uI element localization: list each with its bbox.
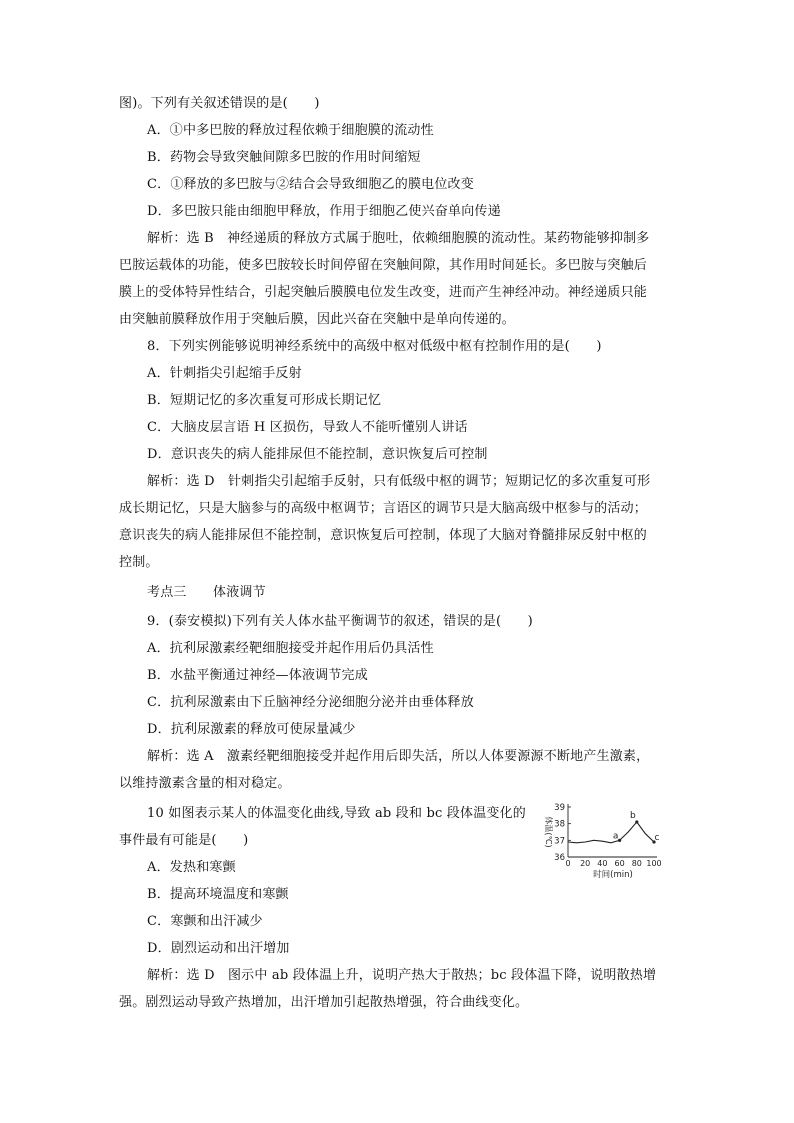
option-c: C．抗利尿激素由下丘脑神经分泌细胞分泌并由垂体释放	[147, 695, 474, 710]
y-axis-label: 体温(℃)	[544, 816, 553, 848]
analysis-line: 控制。	[119, 555, 159, 570]
point-label-c: c	[654, 833, 660, 843]
option-a: A．发热和寒颤	[147, 860, 236, 875]
x-tick-label: 100	[646, 859, 662, 868]
x-tick-label: 40	[597, 859, 608, 868]
question-9: 9．(泰安模拟)下列有关人体水盐平衡调节的叙述，错误的是( )	[147, 614, 533, 629]
analysis-line: 解析：选 D 针刺指尖引起缩手反射，只有低级中枢的调节；短期记忆的多次重复可形	[147, 474, 651, 489]
option-d: D．剧烈运动和出汗增加	[147, 941, 290, 956]
question-8: 8．下列实例能够说明神经系统中的高级中枢对低级中枢有控制作用的是( )	[147, 339, 602, 354]
option-b: B．提高环境温度和寒颤	[147, 887, 289, 902]
option-c: C．寒颤和出汗减少	[147, 914, 263, 929]
question-10: 10 如图表示某人的体温变化曲线,导致 ab 段和 bc 段体温变化的	[147, 806, 527, 821]
question-10-cont: 事件最有可能是( )	[119, 833, 249, 848]
option-c: C．大脑皮层言语 H 区损伤，导致人不能听懂别人讲话	[147, 420, 468, 435]
option-d: D．抗利尿激素的释放可使尿量减少	[147, 722, 356, 737]
analysis-line: 强。剧烈运动导致产热增加，出汗增加引起散热增强，符合曲线变化。	[119, 995, 529, 1010]
option-b: B．短期记忆的多次重复可形成长期记忆	[147, 393, 382, 408]
analysis-line: 解析：选 A 激素经靶细胞接受并起作用后即失活，所以人体要源源不断地产生激素，	[147, 749, 650, 764]
point-b	[635, 820, 638, 823]
body-temperature-chart	[534, 800, 664, 882]
option-b: B．水盐平衡通过神经—体液调节完成	[147, 668, 368, 683]
analysis-line: 解析：选 B 神经递质的释放方式属于胞吐，依赖细胞膜的流动性。某药物能够抑制多	[147, 231, 650, 246]
analysis-line: 意识丧失的病人能排尿但不能控制，意识恢复后可控制，体现了大脑对脊髓排尿反射中枢的	[119, 528, 648, 543]
analysis-line: 以维持激素含量的相对稳定。	[119, 776, 291, 791]
point-label-b: b	[629, 811, 636, 821]
option-b: B．药物会导致突触间隙多巴胺的作用时间缩短	[147, 150, 421, 165]
option-d: D．意识丧失的病人能排尿但不能控制，意识恢复后可控制	[147, 447, 488, 462]
analysis-line: 膜上的受体特异性结合，引起突触后膜膜电位发生改变，进而产生神经冲动。神经递质只能	[119, 285, 648, 300]
y-tick-label: 39	[554, 803, 565, 813]
section-heading: 考点三 体液调节	[147, 585, 266, 600]
option-a: A．①中多巴胺的释放过程依赖于细胞膜的流动性	[147, 123, 434, 138]
y-tick-label: 37	[554, 836, 565, 847]
option-c: C．①释放的多巴胺与②结合会导致细胞乙的膜电位改变	[147, 177, 474, 192]
option-a: A．抗利尿激素经靶细胞接受并起作用后仍具活性	[147, 641, 434, 656]
x-tick-label: 20	[580, 859, 591, 868]
x-tick-label: 0	[565, 859, 571, 868]
analysis-line: 解析：选 D 图示中 ab 段体温上升，说明产热大于散热；bc 段体温下降，说明散热增	[147, 968, 657, 983]
point-label-a: a	[612, 831, 619, 842]
x-tick-label: 80	[631, 859, 642, 868]
y-tick-label: 38	[554, 819, 565, 830]
point-a	[618, 839, 621, 842]
analysis-line: 成长期记忆，只是大脑参与的高级中枢调节；言语区的调节只是大脑高级中枢参与的活动；	[119, 501, 648, 516]
x-axis-label: 时间(min)	[593, 870, 633, 880]
analysis-line: 巴胺运载体的功能，使多巴胺较长时间停留在突触间隙，其作用时间延长。多巴胺与突触后	[119, 258, 648, 273]
y-tick-label: 36	[554, 853, 565, 863]
temperature-line	[568, 822, 654, 843]
option-d: D．多巴胺只能由细胞甲释放，作用于细胞乙使兴奋单向传递	[147, 204, 501, 219]
text-line: 图)。下列有关叙述错误的是( )	[119, 96, 320, 111]
option-a: A．针刺指尖引起缩手反射	[147, 366, 302, 381]
x-tick-label: 60	[614, 859, 625, 868]
analysis-line: 由突触前膜释放作用于突触后膜，因此兴奋在突触中是单向传递的。	[119, 312, 516, 327]
